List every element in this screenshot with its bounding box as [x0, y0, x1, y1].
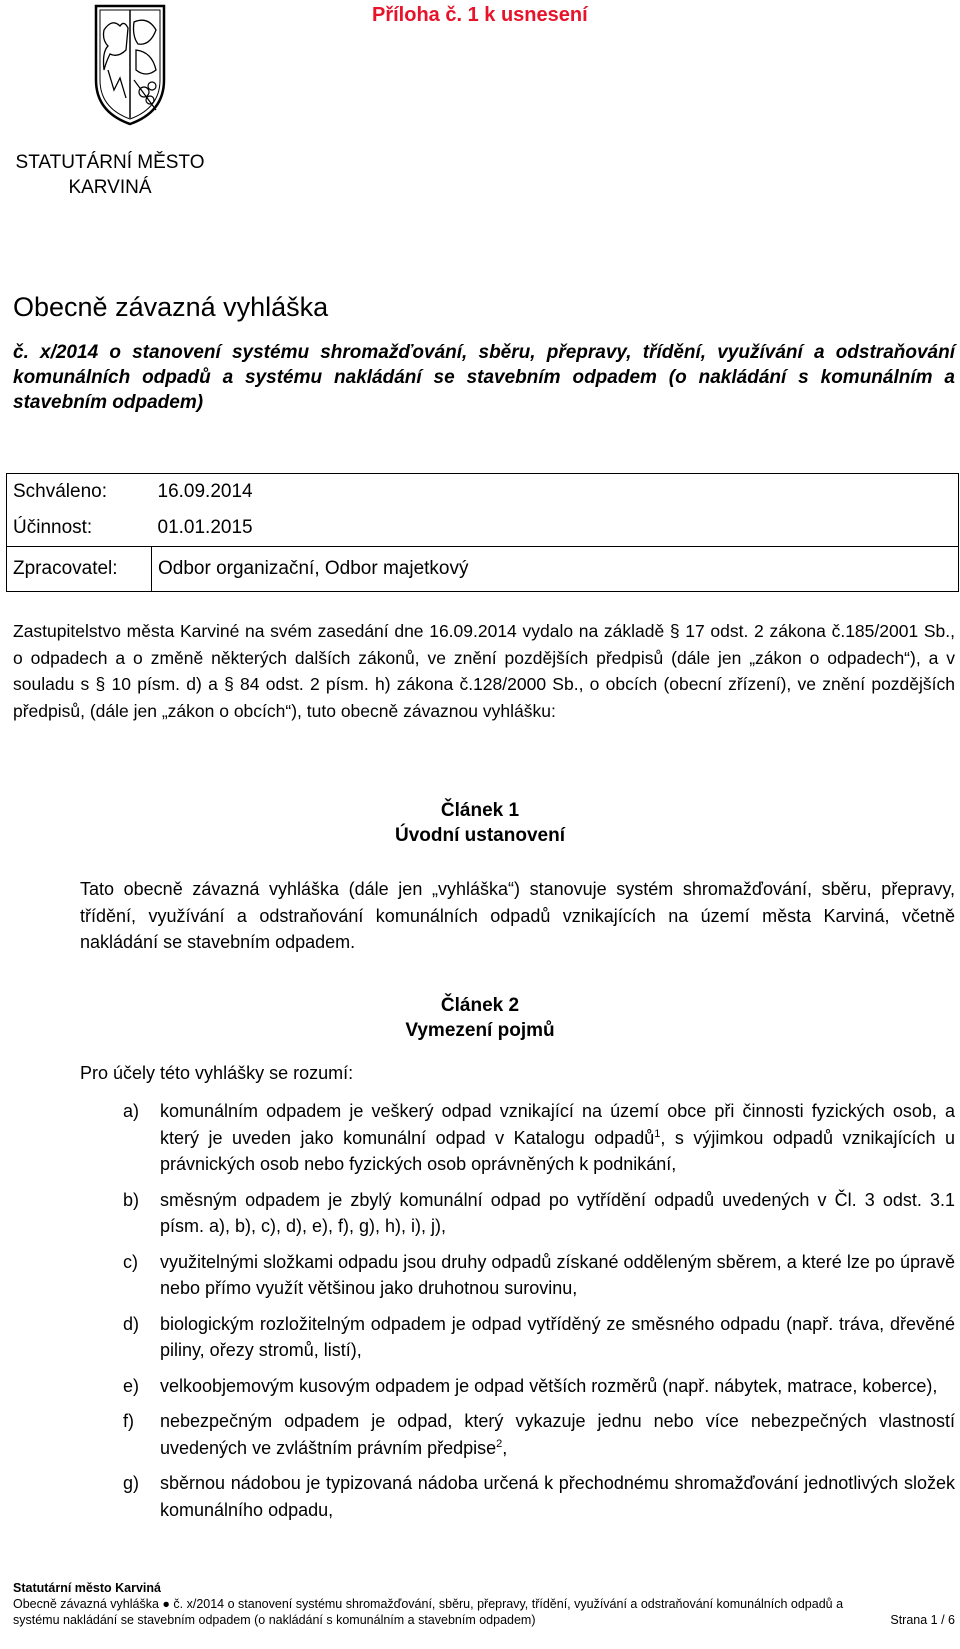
footer-doc-ref: Obecně závazná vyhláška ● č. x/2014 o stanovení systému shromažďování, sběru, přepravy, třídění, využívání a odstraňování komunálních odpadů a systému nakládání se stavebním odpadem (o nakládání s komunálním a stavebním odpadem)	[13, 1597, 844, 1627]
city-line-2: KARVINÁ	[68, 177, 152, 198]
approved-value: 16.09.2014	[157, 481, 253, 502]
definitions-list	[80, 1098, 955, 1532]
definitions-intro: Pro účely této vyhlášky se rozumí:	[80, 1063, 354, 1083]
list-item	[80, 1187, 955, 1240]
list-item	[80, 1249, 955, 1302]
effective-value: 01.01.2015	[157, 517, 253, 538]
footnote-ref[interactable]: 2	[496, 1437, 503, 1450]
info-row-effective	[7, 510, 959, 547]
page-footer	[13, 1580, 955, 1628]
item-text-after: , s výjimkou odpadů vznikajících u právnických osob nebo fyzických osob oprávněných k podnikání,	[160, 1127, 955, 1174]
item-letter: e)	[123, 1375, 140, 1396]
city-line-1: STATUTÁRNÍ MĚSTO	[15, 152, 205, 173]
info-table	[6, 473, 959, 592]
article-2-heading	[0, 993, 960, 1043]
item-letter: g)	[123, 1473, 140, 1493]
item-text: nebezpečným odpadem je odpad, který vykazuje jednu nebo více nebezpečných vlastností uvedených ve zvláštním právním předpise	[160, 1411, 955, 1458]
item-text: využitelnými složkami odpadu jsou druhy odpadů získané odděleným sběrem, a které lze po úpravě nebo přímo využít většinou jako druhotnou surovinu,	[160, 1251, 955, 1298]
list-item	[80, 1470, 955, 1523]
article-1-title: Úvodní ustanovení	[395, 825, 565, 846]
list-item	[80, 1373, 955, 1400]
list-item	[80, 1311, 955, 1364]
article-1-text: Tato obecně závazná vyhláška (dále jen „vyhláška“) stanovuje systém shromažďování, sběru, přepravy, třídění, využívání a odstraňování komunálních odpadů vznikajících na území města Karviná, včetně nakládání se stavebním odpadem.	[80, 879, 955, 952]
article-2-number: Článek 2	[440, 995, 520, 1016]
item-letter: f)	[123, 1411, 134, 1431]
info-row-author	[7, 547, 959, 592]
item-letter: a)	[123, 1101, 140, 1121]
page-number: Strana 1 / 6	[890, 1613, 955, 1627]
item-text-after: ,	[502, 1437, 508, 1458]
article-1-heading	[0, 798, 960, 848]
info-row-approved	[7, 474, 959, 511]
item-text: komunálním odpadem je veškerý odpad vznikající na území obce při činnosti fyzických osob, a který je uveden jako komunální odpad v Katalogu odpadů	[160, 1101, 955, 1148]
list-item	[80, 1098, 955, 1178]
author-value: Odbor organizační, Odbor majetkový	[152, 547, 959, 592]
article-2-title: Vymezení pojmů	[405, 1020, 555, 1041]
intro-paragraph: Zastupitelstvo města Karviné na svém zasedání dne 16.09.2014 vydalo na základě § 17 odst. 2 zákona č.185/2001 Sb., o odpadech a o změně některých dalších zákonů, ve znění pozdějších předpisů (dále jen „zákon o odpadech“), a v souladu s § 10 písm. d) a § 84 odst. 2 písm. h) zákona č.128/2000 Sb., o obcích (obecní zřízení), ve znění pozdějších předpisů, (dále jen „zákon o obcích“), tuto obecně závaznou vyhlášku:	[13, 621, 955, 721]
list-item	[80, 1408, 955, 1461]
item-letter: b)	[123, 1189, 140, 1210]
city-name	[10, 150, 210, 200]
footnote-ref[interactable]: 1	[654, 1127, 661, 1140]
item-text: sběrnou nádobou je typizovaná nádoba určená k přechodnému shromažďování jednotlivých složek komunálního odpadu,	[160, 1473, 955, 1520]
document-title: Obecně závazná vyhláška	[13, 292, 329, 322]
coat-of-arms-icon	[90, 0, 170, 128]
annex-label: Příloha č. 1 k usnesení	[372, 4, 588, 26]
item-text: biologickým rozložitelným odpadem je odpad vytříděný ze směsného odpadu (např. tráva, dřevěné piliny, ořezy stromů, listí),	[160, 1313, 955, 1360]
item-letter: c)	[123, 1251, 138, 1272]
effective-label: Účinnost:	[13, 517, 93, 538]
item-letter: d)	[123, 1313, 140, 1334]
author-label: Zpracovatel:	[7, 547, 152, 592]
item-text: velkoobjemovým kusovým odpadem je odpad větších rozměrů (např. nábytek, matrace, koberce),	[160, 1375, 938, 1396]
document-subtitle: č. x/2014 o stanovení systému shromažďování, sběru, přepravy, třídění, využívání a odstraňování komunálních odpadů a systému nakládání se stavebním odpadem (o nakládání s komunálním a stavebním odpadem)	[13, 342, 955, 413]
item-text: směsným odpadem je zbylý komunální odpad po vytřídění odpadů uvedených v Čl. 3 odst. 3.1 písm. a), b), c), d), e), f), g), h), i), j),	[160, 1189, 955, 1236]
article-1-number: Článek 1	[440, 800, 520, 821]
approved-label: Schváleno:	[13, 481, 108, 502]
footer-org: Statutární město Karviná	[13, 1581, 161, 1595]
